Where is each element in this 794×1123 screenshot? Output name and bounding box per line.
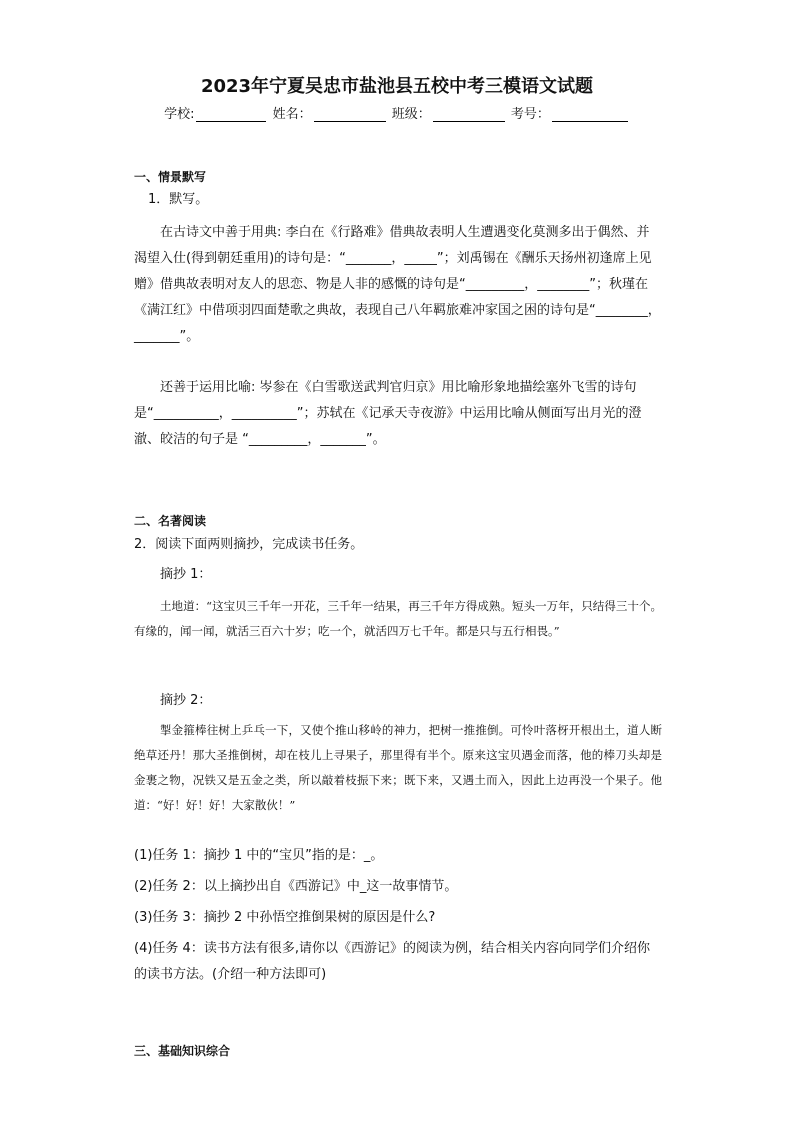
name-blank[interactable] xyxy=(314,107,386,122)
section-3-title: 三、基础知识综合 xyxy=(134,1044,231,1058)
task-1: (1)任务 1：摘抄 1 中的“宝贝”指的是：_。 xyxy=(134,848,384,863)
task-2: (2)任务 2：以上摘抄出自《西游记》中_这一故事情节。 xyxy=(134,879,458,894)
excerpt-2-label: 摘抄 2： xyxy=(160,693,212,708)
excerpt-1-text: 土地道：“这宝贝三千年一开花，三千年一结果，再三千年方得成熟。短头一万年，只结得三十个。有缘的，闻一闻，就活三百六十岁；吃一个，就活四万七千年。都是只与五行相畏。” xyxy=(134,599,662,638)
section-1-title: 一、情景默写 xyxy=(134,170,207,184)
school-blank[interactable] xyxy=(196,107,266,122)
name-label: 姓名： xyxy=(272,107,312,122)
question-1-paragraph-2: 还善于运用比喻: 岑参在《白雪歌送武判官归京》用比喻形象地描绘塞外飞雪的诗句是“__________，__________”；苏轼在《记承天寺夜游》中运用比喻从侧面写出月光的澄澈、皎洁的句子是 “_________，_______”。 xyxy=(134,380,642,447)
question-1: 1．默写。 xyxy=(148,192,209,207)
class-label: 班级： xyxy=(391,107,431,122)
excerpt-2-text: 掣金箍棒往树上乒乓一下，又使个推山移岭的神力，把树一推推倒。可怜叶落枒开根出土，道人断绝草还丹！那大圣推倒树，却在枝儿上寻果子，那里得有半个。原来这宝贝遇金而落，他的棒刀头却是金裹之物，况铁又是五金之类，所以敲着枝振下来；既下来，又遇土而入，因此上边再没一个果子。他道：“好！好！好！大家散伙！” xyxy=(134,723,662,812)
task-4: (4)任务 4：读书方法有很多,请你以《西游记》的阅读为例，结合相关内容向同学们介绍你的读书方法。(介绍一种方法即可) xyxy=(134,941,650,982)
question-1-paragraph-1: 在古诗文中善于用典: 李白在《行路难》借典故表明人生遭遇变化莫测多出于偶然、并渴望入仕(得到朝廷重用)的诗句是：“_______，_____”；刘禹锡在《酬乐天扬州初逢席上见赠》借典故表明对友人的思恋、物是人非的感慨的诗句是“_________，________”；秋瑾在《满江红》中借项羽四面楚歌之典故，表现自己八年羁旅难冲家国之困的诗句是“________，_______”。 xyxy=(134,225,661,344)
excerpt-1-label: 摘抄 1： xyxy=(160,567,212,582)
exam-number-label: 考号： xyxy=(510,107,550,122)
class-blank[interactable] xyxy=(433,107,505,122)
task-3: (3)任务 3：摘抄 2 中孙悟空推倒果树的原因是什么? xyxy=(134,910,436,925)
question-2: 2．阅读下面两则摘抄，完成读书任务。 xyxy=(134,537,364,552)
student-info-line xyxy=(0,103,794,122)
exam-number-blank[interactable] xyxy=(552,107,628,122)
school-label: 学校: xyxy=(164,107,195,122)
section-2-title: 二、名著阅读 xyxy=(134,514,207,528)
page-title: 2023年宁夏吴忠市盐池县五校中考三模语文试题 xyxy=(200,76,594,97)
